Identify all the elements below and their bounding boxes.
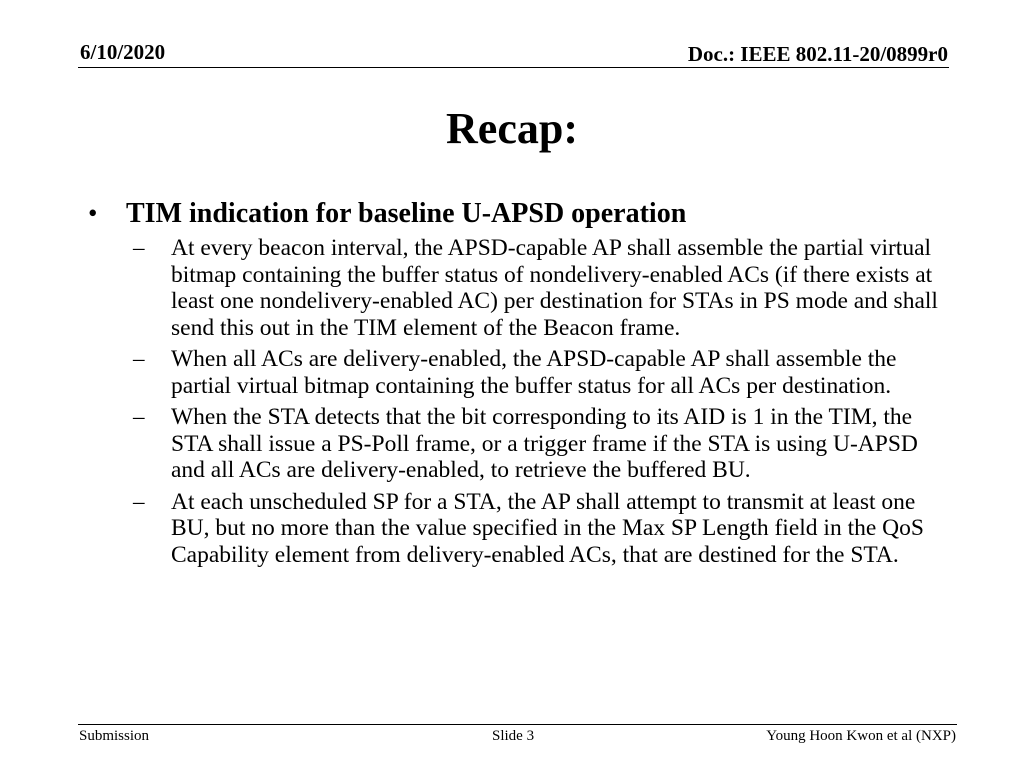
header-divider	[78, 67, 949, 68]
footer-divider	[78, 724, 957, 725]
header-doc-id: Doc.: IEEE 802.11-20/0899r0	[687, 42, 948, 66]
sub-bullet-item	[133, 404, 948, 484]
sub-bullet-text: At every beacon interval, the APSD-capable AP shall assemble the partial virtual bitmap containing the buffer status of nondelivery-enabled ACs (if there exists at least one nondelivery-enabled AC) per destination for STAs in PS mode and shall send this out in the TIM element of the Beacon frame.	[171, 235, 938, 341]
slide-title: Recap:	[446, 104, 578, 153]
dash-icon: –	[133, 488, 145, 514]
footer-submission: Submission	[79, 728, 150, 744]
footer-slide-number: Slide 3	[492, 728, 535, 744]
sub-bullet-text: At each unscheduled SP for a STA, the AP shall attempt to transmit at least one BU, but no more than the value specified in the Max SP Length field in the QoS Capability element from delivery-enabled ACs, that are destined for the STA.	[171, 488, 924, 568]
bullet-heading: TIM indication for baseline U-APSD operation	[126, 198, 687, 229]
sub-bullet-item	[133, 489, 948, 569]
sub-bullet-text: When all ACs are delivery-enabled, the APSD-capable AP shall assemble the partial virtual bitmap containing the buffer status for all ACs per destination.	[171, 346, 897, 399]
sub-bullet-list	[133, 235, 948, 568]
dash-icon: –	[133, 404, 145, 429]
dash-icon: –	[133, 235, 145, 260]
slide-content	[88, 196, 948, 573]
bullet-item	[88, 196, 948, 231]
bullet-icon: •	[88, 198, 98, 228]
header-date: 6/10/2020	[80, 40, 166, 64]
footer-authors: Young Hoon Kwon et al (NXP)	[766, 728, 956, 744]
sub-bullet-item	[133, 235, 948, 341]
sub-bullet-item	[133, 346, 948, 399]
sub-bullet-text: When the STA detects that the bit corresponding to its AID is 1 in the TIM, the STA shall issue a PS-Poll frame, or a trigger frame if the STA is using U-APSD and all ACs are delivery-enabled, to retrieve the buffered BU.	[171, 404, 918, 483]
dash-icon: –	[133, 346, 145, 371]
